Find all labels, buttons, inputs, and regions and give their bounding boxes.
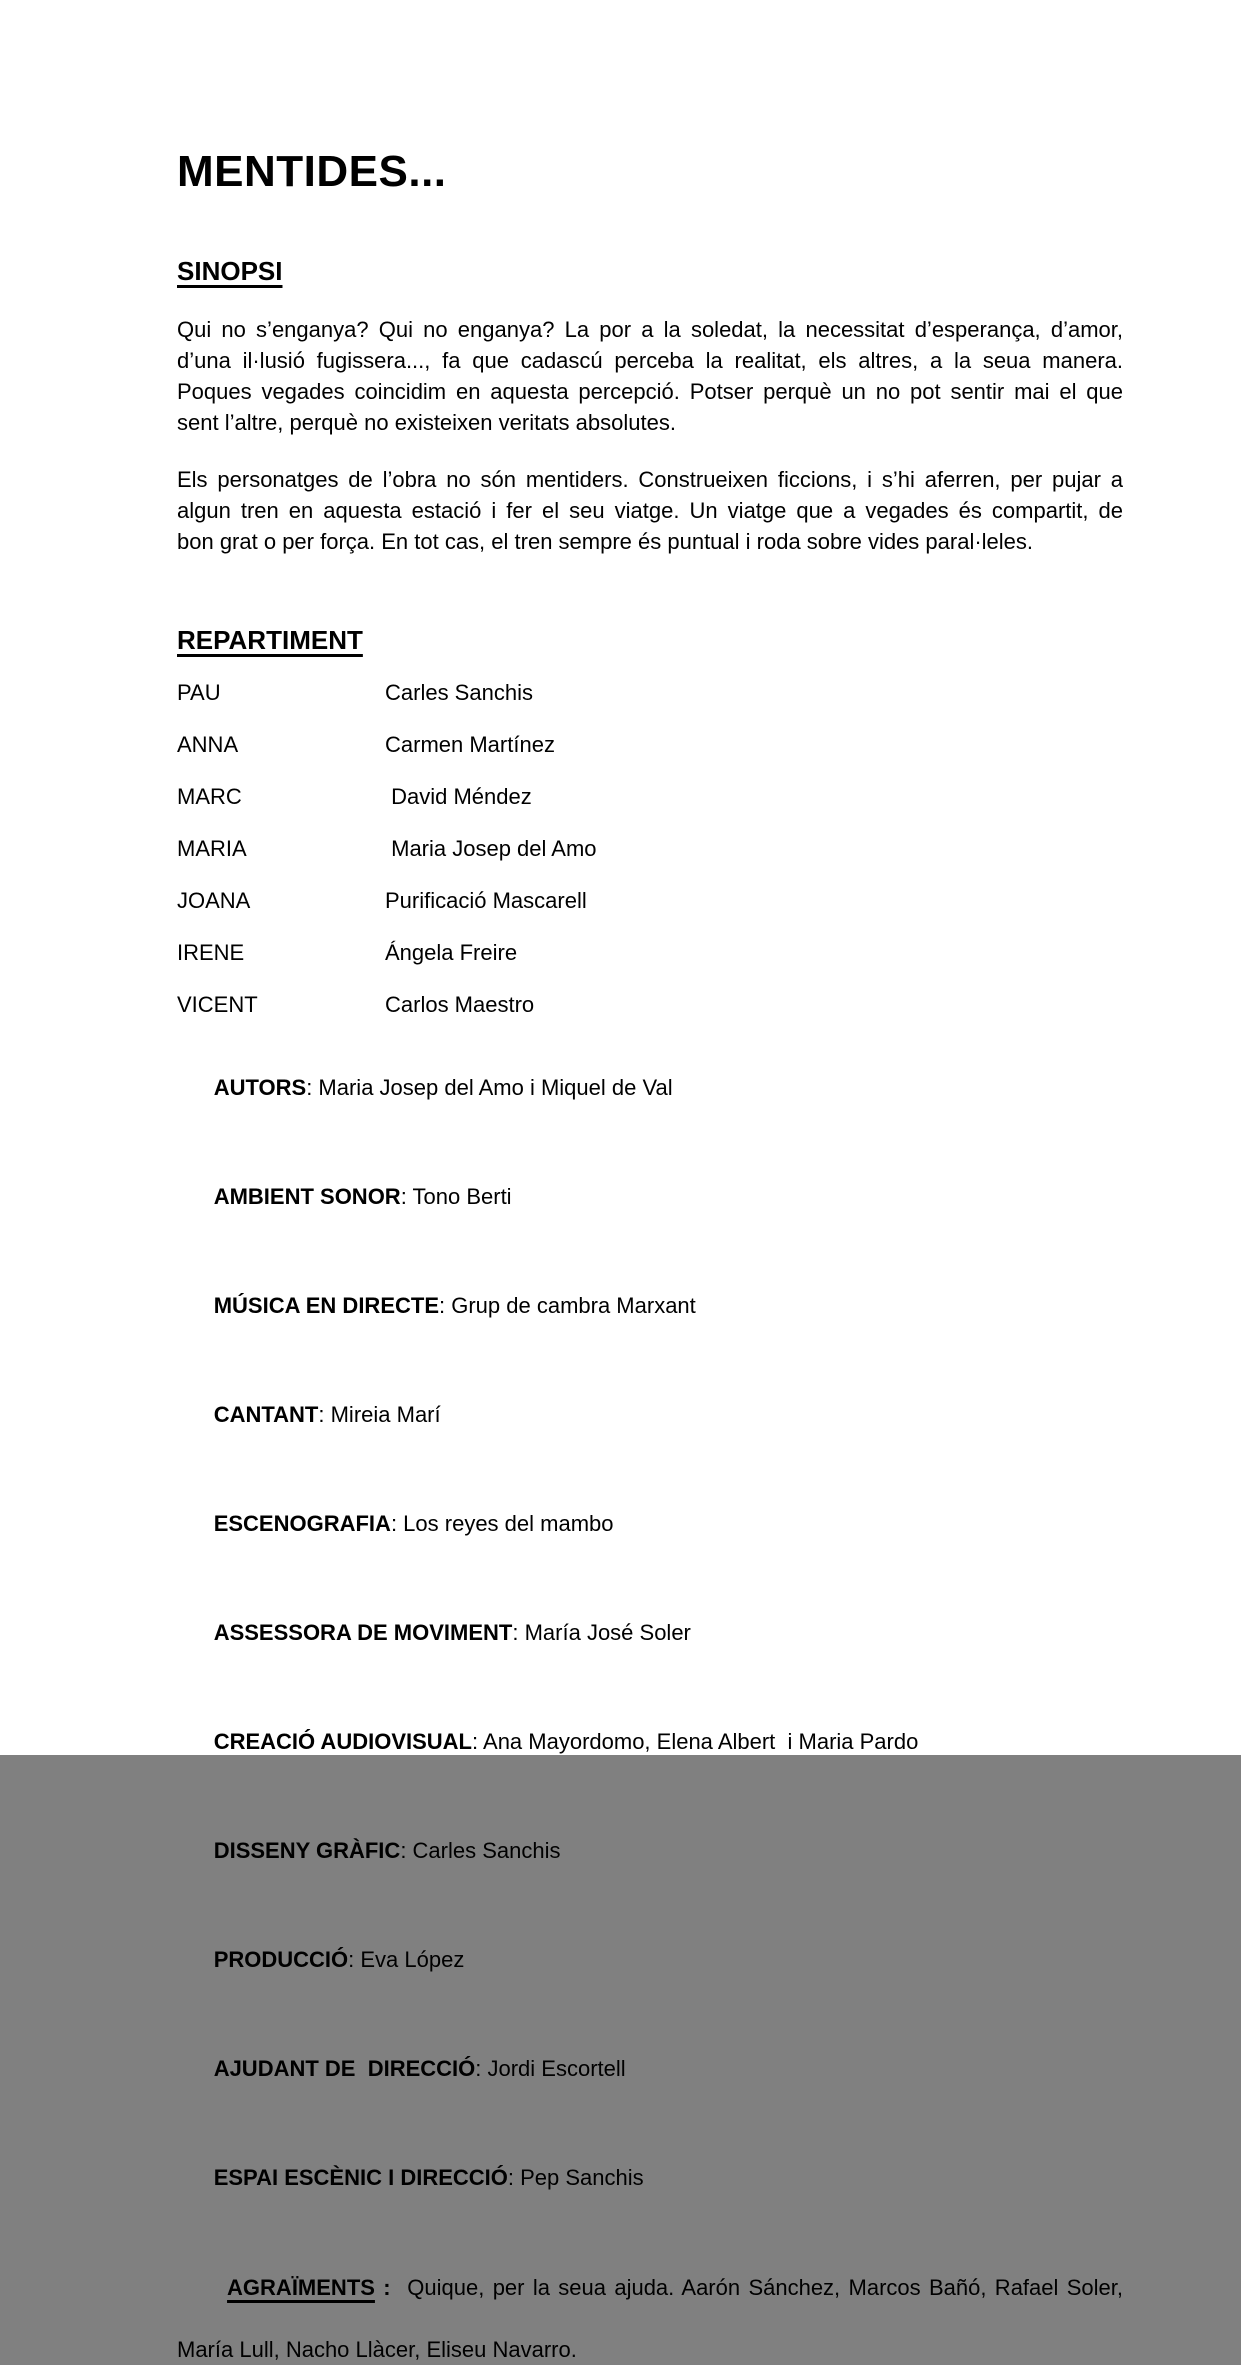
cast-actor: Carmen Martínez <box>385 732 555 757</box>
credit-value: Los reyes del mambo <box>403 1511 614 1536</box>
agraiments-separator: : <box>374 2275 408 2300</box>
credit-label: AMBIENT SONOR <box>213 1184 401 1209</box>
credit-value: Ana Mayordomo, Elena Albert i Maria Pardo <box>483 1729 919 1754</box>
credits-list <box>177 1041 1123 2224</box>
credit-value: María José Soler <box>524 1620 691 1645</box>
credit-separator: : <box>439 1293 452 1318</box>
cast-role: VICENT <box>177 992 258 1017</box>
credit-label: CREACIÓ AUDIOVISUAL <box>213 1729 472 1754</box>
agraiments-line: María Lull, Nacho Llàcer, Eliseu Navarro. <box>177 2337 577 2362</box>
credit-line <box>177 1041 1123 1134</box>
credit-line <box>177 1695 1123 1788</box>
credit-separator: : <box>400 1838 413 1863</box>
credit-value: Jordi Escortell <box>487 2056 626 2081</box>
cast-role: PAU <box>177 680 221 705</box>
credit-label: PRODUCCIÓ <box>213 1947 349 1972</box>
cast-actor: Carles Sanchis <box>385 680 533 705</box>
agraiments-paragraph <box>177 2241 1123 2365</box>
cast-row <box>177 937 1123 968</box>
cast-actor: Ángela Freire <box>385 940 518 965</box>
paragraph-line: Poques vegades coincidim en aquesta percepció. Potser perquè un no pot sentir mai el que <box>177 379 1123 404</box>
credit-label: CANTANT <box>213 1402 319 1427</box>
cast-row <box>177 677 1123 708</box>
credit-value: Pep Sanchis <box>520 2165 644 2190</box>
page-title: MENTIDES... <box>177 147 447 196</box>
cast-role: MARIA <box>177 836 247 861</box>
credit-line <box>177 1477 1123 1570</box>
credit-label: ASSESSORA DE MOVIMENT <box>213 1620 513 1645</box>
paragraph-line: bon grat o per força. En tot cas, el tren sempre és puntual i roda sobre vides paral·leles. <box>177 529 1034 554</box>
paragraph-line: Els personatges de l’obra no són mentiders. Construeixen ficcions, i s’hi aferren, per pujar a <box>177 467 1123 492</box>
credit-separator: : <box>475 2056 488 2081</box>
credit-label: AJUDANT DE DIRECCIÓ <box>213 2056 476 2081</box>
credit-separator: : <box>390 1511 404 1536</box>
cast-role: MARC <box>177 784 242 809</box>
cast-row <box>177 833 1123 864</box>
paragraph-line: d’una il·lusió fugissera..., fa que cadascú perceba la realitat, els altres, a la seua manera. <box>177 348 1123 373</box>
paragraph-line: Qui no s’enganya? Qui no enganya? La por a la soledat, la necessitat d’esperança, d’amor, <box>177 317 1123 342</box>
cast-row <box>177 885 1123 916</box>
sinopsi-paragraph-2 <box>177 464 1123 557</box>
cast-row <box>177 989 1123 1020</box>
cast-actor: David Méndez <box>385 784 532 809</box>
paragraph-line: sent l’altre, perquè no existeixen veritats absolutes. <box>177 410 676 435</box>
credit-label: MÚSICA EN DIRECTE <box>213 1293 439 1318</box>
agraiments-text: Quique, per la seua ajuda. Aarón Sánchez, Marcos Bañó, Rafael Soler, <box>407 2275 1123 2300</box>
credit-line <box>177 1913 1123 2006</box>
cast-actor: Carlos Maestro <box>385 992 535 1017</box>
cast-list <box>177 677 1123 1020</box>
credit-value: Eva López <box>360 1947 465 1972</box>
credit-separator: : <box>507 2165 521 2190</box>
credit-label: DISSENY GRÀFIC <box>213 1838 401 1863</box>
cast-row <box>177 781 1123 812</box>
credit-line <box>177 1586 1123 1679</box>
credit-separator: : <box>472 1729 484 1754</box>
credit-separator: : <box>348 1947 361 1972</box>
credit-separator: : <box>306 1075 319 1100</box>
sinopsi-heading: SINOPSI <box>177 256 283 286</box>
credit-label: ESCENOGRAFIA <box>213 1511 391 1536</box>
cast-row <box>177 729 1123 760</box>
credit-value: Maria Josep del Amo i Miquel de Val <box>318 1075 673 1100</box>
paragraph-line: algun tren en aquesta estació i fer el seu viatge. Un viatge que a vegades és compartit, de <box>177 498 1123 523</box>
sinopsi-paragraph-1 <box>177 314 1123 438</box>
credit-separator: : <box>400 1184 413 1209</box>
credit-value: Mireia Marí <box>330 1402 441 1427</box>
credit-value: Grup de cambra Marxant <box>451 1293 696 1318</box>
agraiments-line <box>177 2241 1123 2334</box>
cast-role: ANNA <box>177 732 239 757</box>
credit-line <box>177 1368 1123 1461</box>
credit-line <box>177 2022 1123 2115</box>
credit-separator: : <box>512 1620 525 1645</box>
credit-label: ESPAI ESCÈNIC I DIRECCIÓ <box>213 2165 508 2190</box>
cast-role: IRENE <box>177 940 245 965</box>
cast-role: JOANA <box>177 888 251 913</box>
credit-line <box>177 2131 1123 2224</box>
credit-value: Tono Berti <box>412 1184 512 1209</box>
repartiment-heading: REPARTIMENT <box>177 625 363 655</box>
credit-separator: : <box>318 1402 331 1427</box>
credit-line <box>177 1150 1123 1243</box>
agraiments-label: AGRAÏMENTS <box>227 2275 375 2300</box>
cast-actor: Purificació Mascarell <box>385 888 587 913</box>
credit-line <box>177 1804 1123 1897</box>
credit-value: Carles Sanchis <box>412 1838 561 1863</box>
credit-line <box>177 1259 1123 1352</box>
cast-actor: Maria Josep del Amo <box>385 836 597 861</box>
credit-label: AUTORS <box>213 1075 307 1100</box>
